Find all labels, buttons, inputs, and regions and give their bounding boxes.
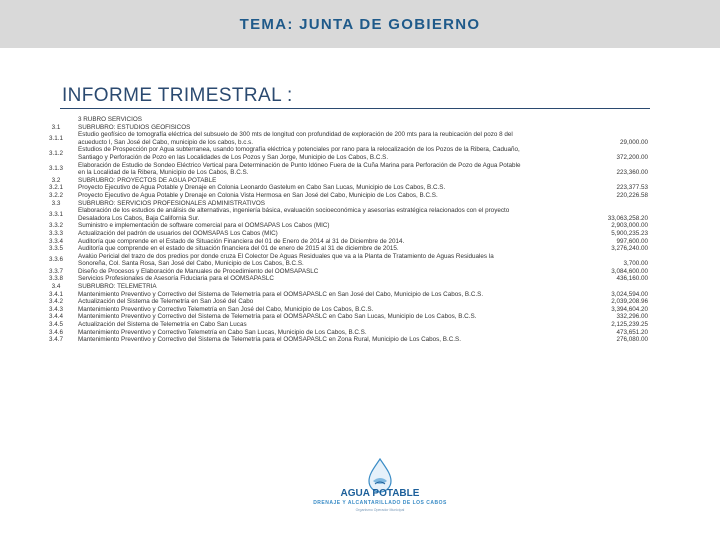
row-description: SUBRUBRO: TELEMETRIA	[78, 283, 157, 291]
table-row	[40, 321, 652, 329]
row-amount: 997,600.00	[616, 237, 648, 245]
row-amount: 3,084,600.00	[611, 267, 648, 275]
row-amount: 29,000.00	[619, 138, 648, 146]
row-description: Auditoría que comprende en el estado de situación financiera del 01 de enero de 2015 al 31 de diciembre de 2015.	[78, 245, 399, 253]
row-code: 3.3	[51, 199, 61, 207]
table-row	[40, 291, 652, 299]
table-row	[40, 146, 652, 161]
row-code: 3.3.4	[48, 237, 63, 245]
row-code: 3.3.3	[48, 229, 63, 237]
table-row	[40, 329, 652, 337]
row-description: Mantenimiento Preventivo y Correctivo Telemetría en San José del Cabo, Municipio de Los Cabos, B.C.S.	[78, 305, 374, 313]
row-code: 3.4.3	[48, 305, 63, 313]
row-description: Estudios de Prospección por Agua subterranea, usando tomografía eléctrica y potenciales por rano para la relocalización de los Pozos de la Ribera, Caduaño, Santiago y Perforación de Pozo en las Localidades de Los Pozos y San Jorge, Municipio de Los Cabos, B.C.S.	[78, 146, 520, 161]
row-description: Actualización del padrón de usuarios del OOMSAPAS Los Cabos (MIC)	[78, 229, 278, 237]
row-description: Mantenimiento Preventivo y Correctivo del Sistema de Telemetría para el OOMSAPASLC en Zona Rural, Municipio de Los Cabos, B.C.S.	[78, 336, 462, 344]
row-code: 3.2	[51, 176, 61, 184]
row-code: 3.1.2	[48, 150, 63, 158]
table-row	[40, 192, 652, 200]
row-description: Diseño de Procesos y Elaboración de Manuales de Procedimiento del OOMSAPASLC	[78, 267, 319, 275]
table-row	[40, 230, 652, 238]
row-description: 3 RUBRO SERVICIOS	[78, 116, 142, 123]
row-description: Avalúo Pericial del trazo de dos predios por donde cruza El Colector De Aguas Residuales que va a la Planta de Tratamiento de Aguas Residuales la Sonoreña, Col. Santa Rosa, San José del Cabo, Municipio de Los Cabos, B.C.S.	[78, 252, 494, 268]
row-code: 3.4.7	[48, 336, 63, 344]
agua-potable-logo	[300, 456, 460, 526]
row-amount: 436,160.00	[616, 275, 648, 283]
table-row	[40, 162, 652, 177]
report-title: INFORME TRIMESTRAL :	[62, 85, 293, 106]
table-row	[40, 116, 652, 124]
row-code: 3.1.1	[48, 134, 63, 142]
row-amount: 33,063,258.20	[607, 214, 648, 222]
row-code: 3.4	[51, 283, 61, 291]
row-amount: 3,276,240.00	[611, 245, 648, 253]
row-code: 3.4.5	[48, 321, 63, 329]
row-amount: 223,360.00	[616, 169, 648, 177]
table-row	[40, 245, 652, 253]
row-code: 3.2.1	[48, 184, 63, 192]
row-amount: 3,024,594.00	[611, 290, 648, 298]
row-description: Estudio geofísico de tomografía eléctrica del subsuelo de 300 mts de longitud con profundidad de exploración de 200 mts para la reubicación del pozo 8 del acueducto I, San José del Cabo, municipio de los cabos, b.c.s.	[78, 131, 513, 146]
row-description: Elaboración de Estudio de Sondeo Eléctrico Vertical para Determinación de Punto Idóneo Fuera de la Cuña Marina para Perforación de Pozo de Agua Potable en la Localidad de la Ribera, Municipio de Los Cabos, B.C.S.	[78, 161, 521, 177]
row-code: 3.3.2	[48, 222, 63, 230]
row-code: 3.3.8	[48, 275, 63, 283]
row-amount: 5,900,235.23	[611, 229, 648, 237]
table-row	[40, 336, 652, 344]
row-description: Actualización del Sistema de Telemetría en Cabo San Lucas	[78, 321, 247, 329]
title-underline	[60, 108, 650, 109]
row-code: 3.3.6	[48, 256, 63, 264]
table-row	[40, 124, 652, 132]
row-description: SUBRUBRO: SERVICIOS PROFESIONALES ADMINISTRATIVOS	[78, 199, 265, 207]
row-description: Auditoría que comprende en el Estado de Situación Financiera del 01 de Enero de 2014 al 31 de Diciembre de 2014.	[78, 237, 405, 245]
table-row	[40, 306, 652, 314]
table-row	[40, 283, 652, 291]
row-code: 3.4.2	[48, 298, 63, 306]
row-amount: 3,700.00	[623, 260, 648, 268]
row-description: SUBRUBRO: ESTUDIOS GEOFISICOS	[78, 123, 191, 131]
table-row	[40, 238, 652, 246]
row-code: 3.2.2	[48, 191, 63, 199]
logo-line-2: DRENAJE Y ALCANTARILLADO DE LOS CABOS	[313, 500, 447, 506]
row-code: 3.1	[51, 123, 61, 131]
row-description: Elaboración de los estudios de análisis de alternativas, ingeniería básica, evaluación socioeconómica y asesorías estratégica relacionados con el proyecto Desaladora Los Cabos, Baja California Sur.	[78, 207, 510, 222]
row-amount: 332,296.00	[616, 313, 648, 321]
row-code: 3.3.7	[48, 267, 63, 275]
row-description: Proyecto Ejecutivo de Agua Potable y Drenaje en Colonia Vista Hermosa en San José del Cabo, Municipio de Los Cabos, B.C.S.	[78, 191, 438, 199]
row-description: Mantenimiento Preventivo y Correctivo Telemetría en Cabo San Lucas, Municipio de Los Cabos, B.C.S.	[78, 328, 367, 336]
table-row	[40, 298, 652, 306]
row-amount: 276,080.00	[616, 336, 648, 344]
row-description: Servicios Profesionales de Asesoría Fiduciaria para el OOMSAPASLC	[78, 275, 274, 283]
table-row	[40, 207, 652, 222]
row-code: 3.4.4	[48, 313, 63, 321]
row-code: 3.1.3	[48, 165, 63, 173]
table-row	[40, 184, 652, 192]
row-amount: 223,377.53	[616, 184, 648, 192]
row-amount: 2,039,208.96	[611, 298, 648, 306]
row-code: 3.4.1	[48, 290, 63, 298]
row-amount: 3,394,604.20	[611, 305, 648, 313]
row-description: Mantenimiento Preventivo y Correctivo del Sistema de Telemetría para el OOMSAPASLC en Cabo San Lucas, Municipio de Los Cabos, B.C.S.	[78, 313, 477, 321]
slide-topic-title: TEMA: JUNTA DE GOBIERNO	[239, 15, 481, 33]
logo-line-3: Organismo Operador Municipal	[355, 508, 405, 512]
row-code: 3.4.6	[48, 328, 63, 336]
table-row	[40, 177, 652, 185]
row-code: 3.3.5	[48, 245, 63, 253]
row-description: Actualización del Sistema de Telemetría en San José del Cabo	[78, 298, 254, 306]
logo-line-1: AGUA POTABLE	[340, 488, 420, 499]
row-amount: 473,651.20	[616, 328, 648, 336]
row-code: 3.3.1	[48, 210, 63, 218]
table-row	[40, 275, 652, 283]
table-row	[40, 268, 652, 276]
row-description: Proyecto Ejecutivo de Agua Potable y Drenaje en Colonia Leonardo Gastelum en Cabo San Lucas, Municipio de Los Cabos, B.C.S.	[78, 184, 446, 192]
header-band	[0, 0, 720, 48]
table-row	[40, 131, 652, 146]
row-description: SUBRUBRO: PROYECTOS DE AGUA POTABLE	[78, 176, 217, 184]
row-amount: 372,200.00	[616, 153, 648, 161]
row-description: Suministro e implementación de software comercial para el OOMSAPAS Los Cabos (MIC)	[78, 222, 330, 230]
table-row	[40, 253, 652, 268]
table-row	[40, 200, 652, 208]
row-description: Mantenimiento Preventivo y Correctivo del Sistema de Telemetría para el OOMSAPASLC en San José del Cabo, Municipio de Los Cabos, B.C.S.	[78, 290, 484, 298]
table-row	[40, 222, 652, 230]
row-amount: 2,125,239.25	[611, 321, 648, 329]
row-amount: 2,903,000.00	[611, 222, 648, 230]
budget-table	[40, 116, 652, 344]
table-row	[40, 313, 652, 321]
row-amount: 220,226.58	[616, 191, 648, 199]
